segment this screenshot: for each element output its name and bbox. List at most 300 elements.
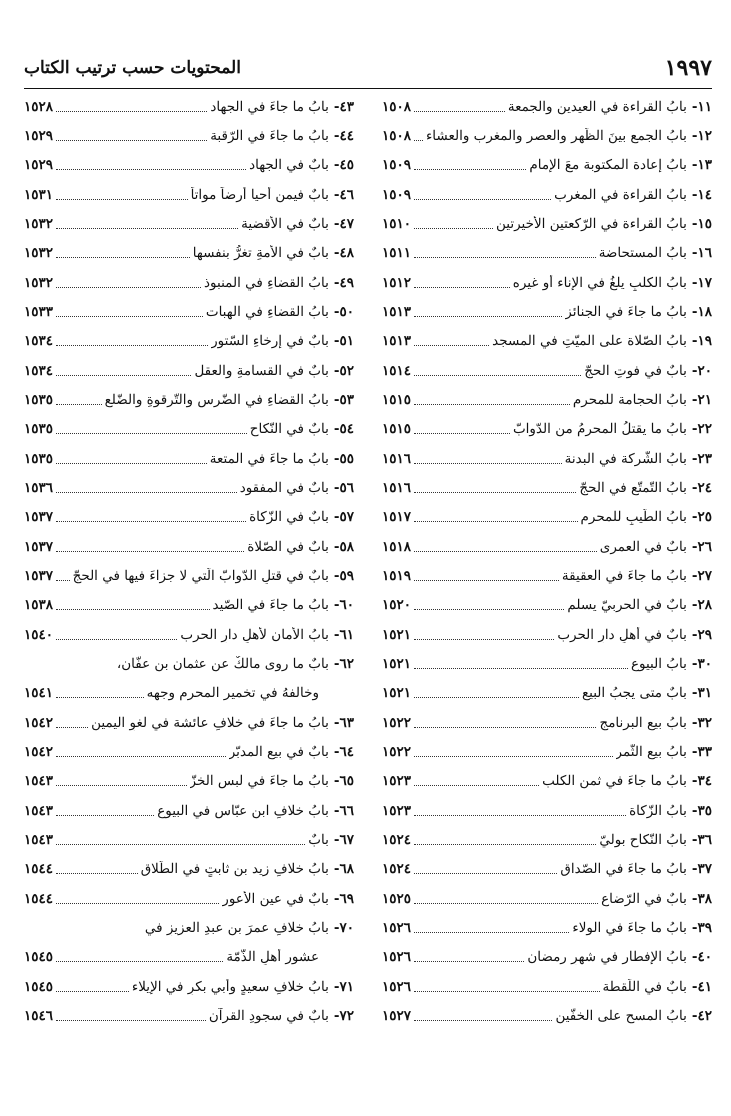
- entry-number: ٦٧-: [333, 831, 354, 848]
- dot-leader: [414, 579, 559, 581]
- entry-title: بابُ الشّركة في البدنة: [564, 450, 687, 467]
- entry-title: بابُ القضاءِ في الهبات: [205, 303, 329, 320]
- entry-number: ٢٤-: [691, 479, 712, 496]
- entry-number: ٥٩-: [333, 567, 354, 584]
- dot-leader: [414, 872, 557, 874]
- entry-page-number: ١٥٣٧: [24, 567, 54, 584]
- dot-leader: [414, 990, 600, 992]
- dot-leader: [414, 520, 578, 522]
- toc-entry: [24, 532, 354, 561]
- toc-entry: [24, 209, 354, 238]
- entry-page-number: ١٥٢٩: [24, 157, 54, 174]
- toc-entry: [24, 239, 354, 268]
- entry-number: ٣٥-: [691, 802, 712, 819]
- entry-number: ٤٣-: [333, 98, 354, 115]
- entry-title: بابُ ما جاءَ في الصّداق: [560, 861, 687, 878]
- entry-number: ٥٥-: [333, 450, 354, 467]
- dot-leader: [56, 579, 70, 581]
- entry-number: ١٤-: [691, 186, 712, 203]
- entry-page-number: ١٥٤٦: [24, 1007, 54, 1024]
- entry-page-number: ١٥١٣: [382, 333, 412, 350]
- entry-page-number: ١٥١١: [382, 245, 412, 262]
- entry-title: بابٌ في فوتِ الحجّ: [584, 362, 687, 379]
- toc-column-left: [24, 92, 354, 1031]
- entry-title: بابُ ما جاءَ في العقيقة: [561, 567, 687, 584]
- dot-leader: [56, 491, 237, 493]
- entry-title: بابُ البيوع: [630, 655, 687, 672]
- entry-number: ٥٦-: [333, 479, 354, 496]
- entry-page-number: ١٥٣٧: [24, 538, 54, 555]
- page-header: [24, 48, 712, 89]
- toc-entry: [382, 268, 712, 297]
- entry-title: وخالفهُ في تخمير المحرم وجهه: [146, 685, 319, 702]
- entry-page-number: ١٥٢٦: [382, 919, 412, 936]
- entry-title: بابُ خلافِ سعيدٍ وأبي بكرٍ في الإيلاء: [131, 978, 329, 995]
- dot-leader: [56, 520, 246, 522]
- toc-entry: [24, 385, 354, 414]
- entry-page-number: ١٥٣٧: [24, 509, 54, 526]
- entry-page-number: ١٥٢٧: [382, 1007, 412, 1024]
- dot-leader: [56, 110, 207, 112]
- entry-page-number: ١٥٤٢: [24, 714, 54, 731]
- dot-leader: [414, 227, 493, 229]
- dot-leader: [414, 726, 596, 728]
- entry-page-number: ١٥٢٨: [24, 98, 54, 115]
- toc-entry: [24, 268, 354, 297]
- entry-page-number: ١٥٣٥: [24, 421, 54, 438]
- toc-entry: [24, 855, 354, 884]
- running-title: المحتويات حسب ترتيب الكتاب: [24, 58, 241, 78]
- entry-title: بابٌ في الأقضية: [241, 215, 329, 232]
- entry-title: بابُ القراءة في الرّكعتين الأخيرتين: [496, 215, 687, 232]
- toc-entry: [24, 356, 354, 385]
- dot-leader: [414, 168, 526, 170]
- entry-page-number: ١٥٤٤: [24, 890, 54, 907]
- entry-number: ٤٠-: [691, 949, 712, 966]
- dot-leader: [56, 960, 223, 962]
- toc-entry: [382, 884, 712, 913]
- entry-number: ٢١-: [691, 391, 712, 408]
- entry-title: بابُ النّكاح بوليّ: [599, 831, 687, 848]
- entry-page-number: ١٥٢٥: [382, 890, 412, 907]
- entry-page-number: ١٥١٥: [382, 421, 412, 438]
- entry-page-number: ١٥١٠: [382, 215, 412, 232]
- dot-leader: [414, 403, 570, 405]
- entry-title: بابٌ في أهلِ دارِ الحرب: [557, 626, 687, 643]
- entry-title: بابُ الحجامة للمحرم: [572, 391, 687, 408]
- toc-entry: [24, 415, 354, 444]
- entry-page-number: ١٥١٥: [382, 391, 412, 408]
- dot-leader: [56, 168, 246, 170]
- dot-leader: [414, 374, 581, 376]
- toc-entry: [382, 708, 712, 737]
- entry-number: ٣٤-: [691, 773, 712, 790]
- entry-page-number: ١٥٢٦: [382, 978, 412, 995]
- dot-leader: [414, 843, 596, 845]
- entry-number: ٦٠-: [333, 597, 354, 614]
- entry-title: بابُ إعادة المكتوبة معَ الإمام: [529, 157, 687, 174]
- entry-page-number: ١٥٣٤: [24, 362, 54, 379]
- entry-page-number: ١٥١٨: [382, 538, 412, 555]
- toc-entry: [24, 473, 354, 502]
- entry-title: بابُ الطّيبِ للمحرم: [580, 509, 687, 526]
- toc-entry: [24, 121, 354, 150]
- dot-leader: [414, 960, 524, 962]
- entry-number: ٦١-: [333, 626, 354, 643]
- entry-number: ١١-: [691, 98, 712, 115]
- entry-title: بابٌ في بيعِ المدبّر: [228, 743, 329, 760]
- entry-title: بابُ ما جاءَ في الجهاد: [210, 98, 329, 115]
- entry-number: ٧٢-: [333, 1007, 354, 1024]
- toc-entry: [382, 679, 712, 708]
- entry-number: ٣٨-: [691, 890, 712, 907]
- entry-number: ٢٢-: [691, 421, 712, 438]
- entry-number: ٥٣-: [333, 391, 354, 408]
- entry-number: ١٩-: [691, 333, 712, 350]
- entry-page-number: ١٥١٢: [382, 274, 412, 291]
- dot-leader: [56, 608, 210, 610]
- entry-title: بابٌ في قتلِ الدّوابّ الّتي لا جزاءَ فيها في الحجّ: [72, 567, 329, 584]
- toc-entry: [24, 737, 354, 766]
- entry-page-number: ١٥١٣: [382, 303, 412, 320]
- entry-number: ٤٩-: [333, 274, 354, 291]
- entry-page-number: ١٥٣٥: [24, 450, 54, 467]
- entry-page-number: ١٥٠٩: [382, 186, 412, 203]
- entry-number: ٥٠-: [333, 303, 354, 320]
- entry-page-number: ١٥٣٢: [24, 245, 54, 262]
- entry-page-number: ١٥٤٣: [24, 773, 54, 790]
- entry-title: بابٌ في القسامةِ والعقل: [194, 362, 329, 379]
- toc-entry: [24, 151, 354, 180]
- toc-column-right: [382, 92, 712, 1031]
- entry-title: بابٌ في الحربيّ يسلم: [567, 597, 687, 614]
- entry-page-number: ١٥٢٣: [382, 773, 412, 790]
- toc-entry: [24, 444, 354, 473]
- toc-entry: [24, 620, 354, 649]
- toc-entry: [24, 561, 354, 590]
- dot-leader: [414, 608, 564, 610]
- toc-entry: [24, 972, 354, 1001]
- toc-entry: [382, 943, 712, 972]
- entry-number: ٢٧-: [691, 567, 712, 584]
- entry-page-number: ١٥٤٥: [24, 978, 54, 995]
- entry-title: بابُ التّمتّع في الحجّ: [579, 479, 687, 496]
- dot-leader: [56, 696, 144, 698]
- entry-number: ٦٩-: [333, 890, 354, 907]
- dot-leader: [414, 667, 628, 669]
- entry-page-number: ١٥٢٦: [382, 949, 412, 966]
- entry-page-number: ١٥٣٣: [24, 303, 54, 320]
- entry-number: ٤٨-: [333, 245, 354, 262]
- entry-page-number: ١٥٢٤: [382, 861, 412, 878]
- entry-page-number: ١٥٣٢: [24, 215, 54, 232]
- toc-entry: [24, 767, 354, 796]
- entry-page-number: ١٥٠٩: [382, 157, 412, 174]
- entry-title: بابُ ما جاءَ في الجنائز: [565, 303, 687, 320]
- dot-leader: [56, 550, 244, 552]
- toc-entry: [382, 415, 712, 444]
- toc-entry: [24, 92, 354, 121]
- toc-entry: [24, 503, 354, 532]
- entry-number: ٣٣-: [691, 743, 712, 760]
- entry-number: ٢٥-: [691, 509, 712, 526]
- entry-number: ٣٦-: [691, 831, 712, 848]
- entry-page-number: ١٥٢٠: [382, 597, 412, 614]
- entry-title: بابُ الأمان لأهلِ دارِ الحرب: [180, 626, 329, 643]
- entry-number: ٦٢-: [333, 655, 354, 672]
- dot-leader: [56, 814, 154, 816]
- toc-entry: [382, 356, 712, 385]
- entry-page-number: ١٥١٩: [382, 567, 412, 584]
- entry-title: بابٌ في العمرى: [599, 538, 687, 555]
- toc-entry: [24, 943, 354, 972]
- dot-leader: [414, 638, 554, 640]
- entry-title: بابُ الزّكاة: [629, 802, 687, 819]
- dot-leader: [414, 814, 626, 816]
- entry-title: بابٌ متى يجبُ البيع: [581, 685, 687, 702]
- dot-leader: [56, 256, 190, 258]
- toc-entry: [382, 121, 712, 150]
- entry-title: بابُ ما جاءَ في ثمنِ الكلب: [542, 773, 687, 790]
- dot-leader: [56, 227, 238, 229]
- entry-number: ١٣-: [691, 157, 712, 174]
- entry-number: ٣٧-: [691, 861, 712, 878]
- entry-title: بابُ ما يقتلُ المحرمُ من الدّوابّ: [512, 421, 687, 438]
- entry-title: بابُ القضاءِ في المنبوذ: [204, 274, 329, 291]
- entry-page-number: ١٥٢٩: [24, 127, 54, 144]
- entry-number: ٣٩-: [691, 919, 712, 936]
- toc-entry: [382, 239, 712, 268]
- toc-entry: [24, 297, 354, 326]
- toc-entry: [382, 620, 712, 649]
- entry-page-number: ١٥١٦: [382, 479, 412, 496]
- entry-number: ٦٣-: [333, 714, 354, 731]
- toc-entry: [24, 180, 354, 209]
- dot-leader: [56, 462, 207, 464]
- toc-entry: [382, 503, 712, 532]
- entry-title: بابُ المستحاضة: [598, 245, 687, 262]
- entry-number: ٦٥-: [333, 773, 354, 790]
- page-number: ١٩٩٧: [664, 55, 712, 81]
- toc-entry: [24, 327, 354, 356]
- entry-title: بابُ الصّلاة على الميّتِ في المسجد: [492, 333, 687, 350]
- dot-leader: [414, 696, 579, 698]
- entry-page-number: ١٥٤١: [24, 685, 54, 702]
- entry-page-number: ١٥٠٨: [382, 127, 412, 144]
- entry-page-number: ١٥٣٨: [24, 597, 54, 614]
- entry-page-number: ١٥٤٣: [24, 802, 54, 819]
- entry-page-number: ١٥٤٣: [24, 831, 54, 848]
- dot-leader: [56, 403, 102, 405]
- entry-title: بابٌ: [308, 831, 329, 848]
- entry-title: بابُ الجمع بينَ الظُّهر والعصر والمغرب والعشاء: [425, 127, 687, 144]
- toc-entry: [24, 591, 354, 620]
- entry-title: بابٌ في الزّكاة: [249, 509, 329, 526]
- entry-title: بابُ ما جاءَ في الولاء: [572, 919, 687, 936]
- entry-number: ١٧-: [691, 274, 712, 291]
- entry-title: بابٌ في إرخاءِ السّتور: [211, 333, 329, 350]
- entry-page-number: ١٥٤٥: [24, 949, 54, 966]
- entry-number: ٤٦-: [333, 186, 354, 203]
- toc-entry: [382, 209, 712, 238]
- entry-number: ٢٣-: [691, 450, 712, 467]
- dot-leader: [56, 139, 207, 141]
- entry-title: بابُ ما جاءَ في الصّيد: [212, 597, 329, 614]
- entry-title: بابُ خلافِ ابن عبّاس في البيوع: [157, 802, 329, 819]
- entry-number: ١٨-: [691, 303, 712, 320]
- entry-page-number: ١٥٠٨: [382, 98, 412, 115]
- toc-entry: [382, 591, 712, 620]
- toc-entry: [382, 972, 712, 1001]
- entry-title: بابُ خلافِ زيد بن ثابتٍ في الطّلاق: [140, 861, 329, 878]
- entry-title: بابٌ في سجودِ القرآن: [208, 1007, 329, 1024]
- entry-title: بابٌ في النّكاح: [249, 421, 329, 438]
- dot-leader: [414, 784, 539, 786]
- entry-page-number: ١٥٣٦: [24, 479, 54, 496]
- entry-page-number: ١٥٣١: [24, 186, 54, 203]
- toc-entry: [24, 913, 354, 942]
- entry-number: ٦٦-: [333, 802, 354, 819]
- toc-entry: [382, 855, 712, 884]
- dot-leader: [414, 286, 510, 288]
- entry-page-number: ١٥٤٤: [24, 861, 54, 878]
- entry-page-number: ١٥٣٥: [24, 391, 54, 408]
- dot-leader: [56, 726, 88, 728]
- dot-leader: [414, 1019, 552, 1021]
- dot-leader: [414, 755, 612, 757]
- toc-entry: [382, 180, 712, 209]
- entry-page-number: ١٥٢٤: [382, 831, 412, 848]
- toc-entry: [382, 767, 712, 796]
- dot-leader: [56, 374, 191, 376]
- entry-page-number: ١٥٢٢: [382, 743, 412, 760]
- entry-number: ٦٨-: [333, 861, 354, 878]
- dot-leader: [56, 902, 219, 904]
- entry-title: بابُ ما جاءَ في الرّقبة: [210, 127, 329, 144]
- entry-title: بابُ القراءة في المغرب: [554, 186, 687, 203]
- entry-number: ٥٤-: [333, 421, 354, 438]
- entry-title: بابٌ ما روى مالكٌ عن عثمان بن عفّان،: [116, 655, 329, 672]
- entry-number: ٧١-: [333, 978, 354, 995]
- entry-page-number: ١٥٣٢: [24, 274, 54, 291]
- toc-entry: [24, 649, 354, 678]
- toc-entry: [382, 532, 712, 561]
- toc-entry: [382, 473, 712, 502]
- entry-title: بابٌ فيمن أحيا أرضاً مواتاً: [190, 186, 329, 203]
- entry-page-number: ١٥٤٠: [24, 626, 54, 643]
- entry-page-number: ١٥٢١: [382, 655, 412, 672]
- toc-entry: [382, 796, 712, 825]
- entry-page-number: ١٥٢٣: [382, 802, 412, 819]
- toc-entry: [24, 796, 354, 825]
- entry-title: بابُ القراءة في العيدين والجمعة: [507, 98, 687, 115]
- dot-leader: [56, 344, 208, 346]
- toc-entry: [382, 92, 712, 121]
- entry-title: بابُ ما جاءَ في خلافِ عائشة في لغوِ اليمين: [91, 714, 329, 731]
- dot-leader: [414, 902, 598, 904]
- toc-entry: [382, 444, 712, 473]
- entry-number: ٥٧-: [333, 509, 354, 526]
- entry-title: بابٌ في المفقود: [239, 479, 329, 496]
- toc-entry: [24, 1001, 354, 1030]
- entry-number: ١٥-: [691, 215, 712, 232]
- toc-entry: [24, 825, 354, 854]
- dot-leader: [414, 315, 562, 317]
- toc-entry: [24, 679, 354, 708]
- entry-number: ٣١-: [691, 685, 712, 702]
- entry-number: ٢٨-: [691, 597, 712, 614]
- entry-title: بابُ الإفطار في شهرِ رمضان: [527, 949, 687, 966]
- dot-leader: [56, 432, 247, 434]
- dot-leader: [56, 638, 177, 640]
- dot-leader: [56, 315, 203, 317]
- toc-entry: [382, 151, 712, 180]
- dot-leader: [414, 110, 505, 112]
- entry-page-number: ١٥١٧: [382, 509, 412, 526]
- entry-title: بابُ المسح على الخفّين: [555, 1007, 687, 1024]
- entry-title: بابٌ في الجهاد: [249, 157, 329, 174]
- entry-number: ٧٠-: [333, 919, 354, 936]
- dot-leader: [56, 755, 226, 757]
- toc-entry: [382, 649, 712, 678]
- entry-number: ٤١-: [691, 978, 712, 995]
- entry-number: ٥١-: [333, 333, 354, 350]
- entry-title: بابُ بيعِ البرنامج: [599, 714, 687, 731]
- entry-title: بابُ خلافِ عمرَ بن عبدِ العزيزِ في: [144, 919, 329, 936]
- entry-number: ٢٠-: [691, 362, 712, 379]
- dot-leader: [56, 1019, 206, 1021]
- dot-leader: [414, 139, 423, 141]
- entry-title: بابُ القضاءِ في الضّرسِ والتّرقوةِ والضّلع: [104, 391, 329, 408]
- dot-leader: [414, 550, 597, 552]
- dot-leader: [56, 990, 129, 992]
- entry-number: ٤٧-: [333, 215, 354, 232]
- toc-entry: [382, 1001, 712, 1030]
- entry-number: ٥٢-: [333, 362, 354, 379]
- entry-number: ٦٤-: [333, 743, 354, 760]
- entry-page-number: ١٥٢٢: [382, 714, 412, 731]
- dot-leader: [414, 432, 510, 434]
- entry-page-number: ١٥٢١: [382, 626, 412, 643]
- entry-number: ٣٢-: [691, 714, 712, 731]
- entry-page-number: ١٥١٤: [382, 362, 412, 379]
- entry-number: ٤٥-: [333, 157, 354, 174]
- entry-page-number: ١٥٤٢: [24, 743, 54, 760]
- toc-entry: [382, 825, 712, 854]
- dot-leader: [414, 198, 551, 200]
- entry-page-number: ١٥٣٤: [24, 333, 54, 350]
- dot-leader: [414, 491, 576, 493]
- toc-entry: [382, 913, 712, 942]
- entry-title: بابُ ما جاءَ في المتعة: [209, 450, 329, 467]
- entry-title: بابٌ في عينِ الأعور: [222, 890, 329, 907]
- toc-entry: [24, 708, 354, 737]
- entry-number: ١٦-: [691, 245, 712, 262]
- entry-number: ٢٦-: [691, 538, 712, 555]
- toc-entry: [382, 561, 712, 590]
- entry-title: بابُ ما جاءَ في لبس الخزّ: [189, 773, 329, 790]
- dot-leader: [56, 784, 187, 786]
- entry-title: بابٌ في الصّلاة: [247, 538, 329, 555]
- entry-page-number: ١٥١٦: [382, 450, 412, 467]
- entry-title: بابٌ في الرّضاع: [601, 890, 687, 907]
- dot-leader: [414, 344, 489, 346]
- entry-title: بابُ بيعِ الثّمر: [615, 743, 687, 760]
- entry-title: بابٌ في الأمةِ تغرُّ بنفسها: [192, 245, 329, 262]
- entry-number: ٥٨-: [333, 538, 354, 555]
- dot-leader: [56, 286, 201, 288]
- dot-leader: [56, 843, 305, 845]
